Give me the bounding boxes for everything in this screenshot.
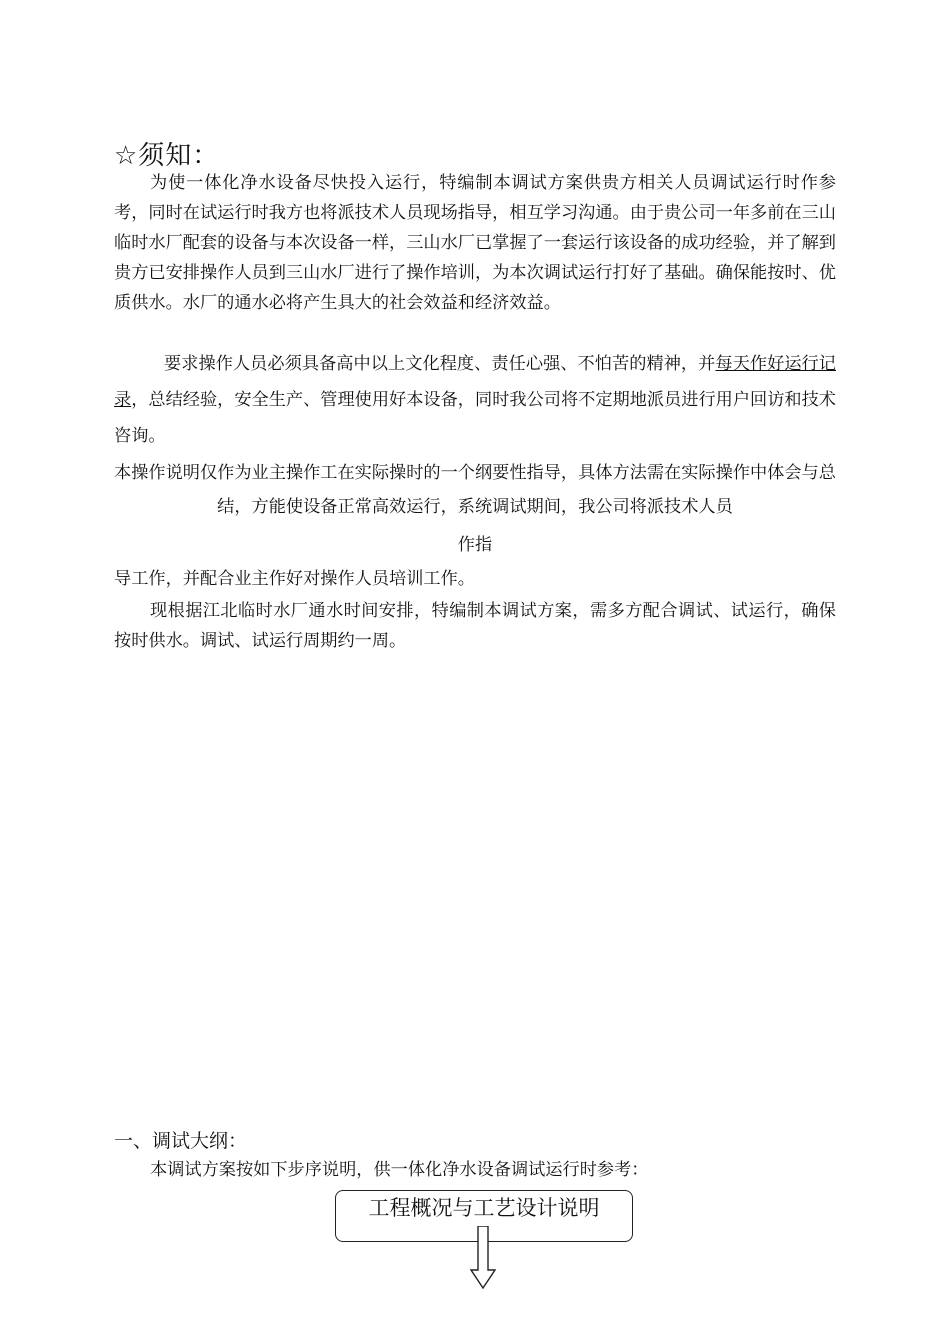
p2-underlined-text: 每天作好运行记录 [114,354,836,410]
notice-paragraph-3-tail: 作指 [457,535,493,555]
p2-text-end: ，总结经验，安全生产、管理使用好本设备，同时我公司将不定期地派员进行用户回访和技术咨询。 [114,390,836,446]
flowchart-down-arrow-icon [470,1226,496,1290]
notice-paragraph-1: 为使一体化净水设备尽快投入运行，特编制本调试方案供贵方相关人员调试运行时作参考，同时在试运行时我方也将派技术人员现场指导，相互学习沟通。由于贵公司一年多前在三山临时水厂配套的设备与本次设备一样，三山水厂已掌握了一套运行该设备的成功经验，并了解到贵方已安排操作人员到三山水厂进行了操作培训，为本次调试运行打好了基础。确保能按时、优质供水。水厂的通水必将产生具大的社会效益和经济效益。 [114,173,836,313]
flowchart-box-label: 工程概况与工艺设计说明 [368,1196,600,1220]
notice-paragraph-4: 导工作，并配合业主作好对操作人员培训工作。 [114,569,475,589]
notice-heading: ☆须知： [114,141,220,171]
p2-text-start: 要求操作人员必须具备高中以上文化程度、责任心强、不怕苦的精神，并 [164,354,716,374]
notice-paragraph-2 [114,346,836,454]
section-title: 一、调试大纲： [114,1130,248,1152]
section-intro: 本调试方案按如下步序说明，供一体化净水设备调试运行时参考： [150,1160,649,1180]
notice-paragraph-3: 本操作说明仅作为业主操作工在实际操时的一个纲要性指导，具体方法需在实际操作中体会与总结，方能使设备正常高效运行，系统调试期间，我公司将派技术人员 [114,463,836,517]
notice-paragraph-5: 现根据江北临时水厂通水时间安排，特编制本调试方案，需多方配合调试、试运行，确保按时供水。调试、试运行周期约一周。 [114,601,836,651]
